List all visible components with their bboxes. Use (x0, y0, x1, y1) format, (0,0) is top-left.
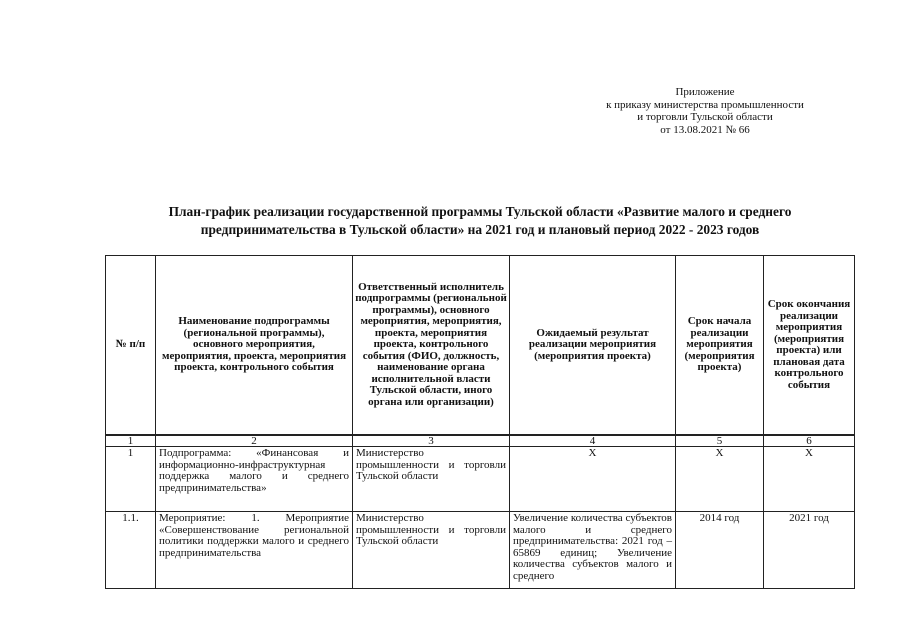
row-number: 1 (106, 447, 156, 512)
column-number: 6 (764, 435, 855, 447)
header-result: Ожидаемый результат реализации мероприятия (мероприятия проекта) (510, 256, 676, 436)
header-number: № п/п (106, 256, 156, 436)
appendix-line-1: Приложение (675, 86, 735, 98)
appendix-line-2: к приказу министерства промышленности (606, 98, 804, 111)
row-result: Увеличение количества субъектов малого и среднего предпринимательства: 2021 год – 65869 единиц; Увеличение количества субъектов малого и среднего (510, 512, 676, 589)
header-end-date: Срок окончания реализации мероприятия (мероприятия проекта) или плановая дата контрольного события (764, 256, 855, 436)
row-executor: Министерство промышленности и торговли Тульской области (353, 447, 510, 512)
row-start: 2014 год (676, 512, 764, 589)
table-row (106, 512, 855, 589)
appendix-note (560, 86, 850, 136)
column-number: 4 (510, 435, 676, 447)
table-row (106, 447, 855, 512)
row-result: Х (510, 447, 676, 512)
row-end: 2021 год (764, 512, 855, 589)
appendix-line-4: от 13.08.2021 № 66 (660, 123, 750, 136)
table-header-row (106, 256, 855, 436)
row-name: Подпрограмма: «Финансовая и информационно-инфраструктурная поддержка малого и среднего предпринимательства» (156, 447, 353, 512)
plan-schedule-table (105, 255, 855, 589)
row-start: Х (676, 447, 764, 512)
column-number-row (106, 435, 855, 447)
title-line-1: План-график реализации государственной программы Тульской области «Развитие малого и среднего (168, 204, 792, 219)
document-title (100, 203, 860, 239)
row-name: Мероприятие: 1. Мероприятие «Совершенствование региональной политики поддержки малого и среднего предпринимательства (156, 512, 353, 589)
column-number: 3 (353, 435, 510, 447)
column-number: 5 (676, 435, 764, 447)
appendix-line-3: и торговли Тульской области (637, 111, 773, 123)
header-executor: Ответственный исполнитель подпрограммы (региональной программы), основного мероприятия, мероприятия, проекта, мероприятия проекта, контрольного события (ФИО, должность, наименование органа исполнительной власти Тульской области, иного органа или организации) (353, 256, 510, 436)
row-end: Х (764, 447, 855, 512)
title-line-2: предпринимательства в Тульской области» на 2021 год и плановый период 2022 - 2023 годов (200, 222, 760, 237)
header-start-date: Срок начала реализации мероприятия (мероприятия проекта) (676, 256, 764, 436)
header-name: Наименование подпрограммы (региональной программы), основного мероприятия, мероприятия, проекта, мероприятия проекта, контрольного события (156, 256, 353, 436)
column-number: 2 (156, 435, 353, 447)
column-number: 1 (106, 435, 156, 447)
row-executor: Министерство промышленности и торговли Тульской области (353, 512, 510, 589)
row-number: 1.1. (106, 512, 156, 589)
